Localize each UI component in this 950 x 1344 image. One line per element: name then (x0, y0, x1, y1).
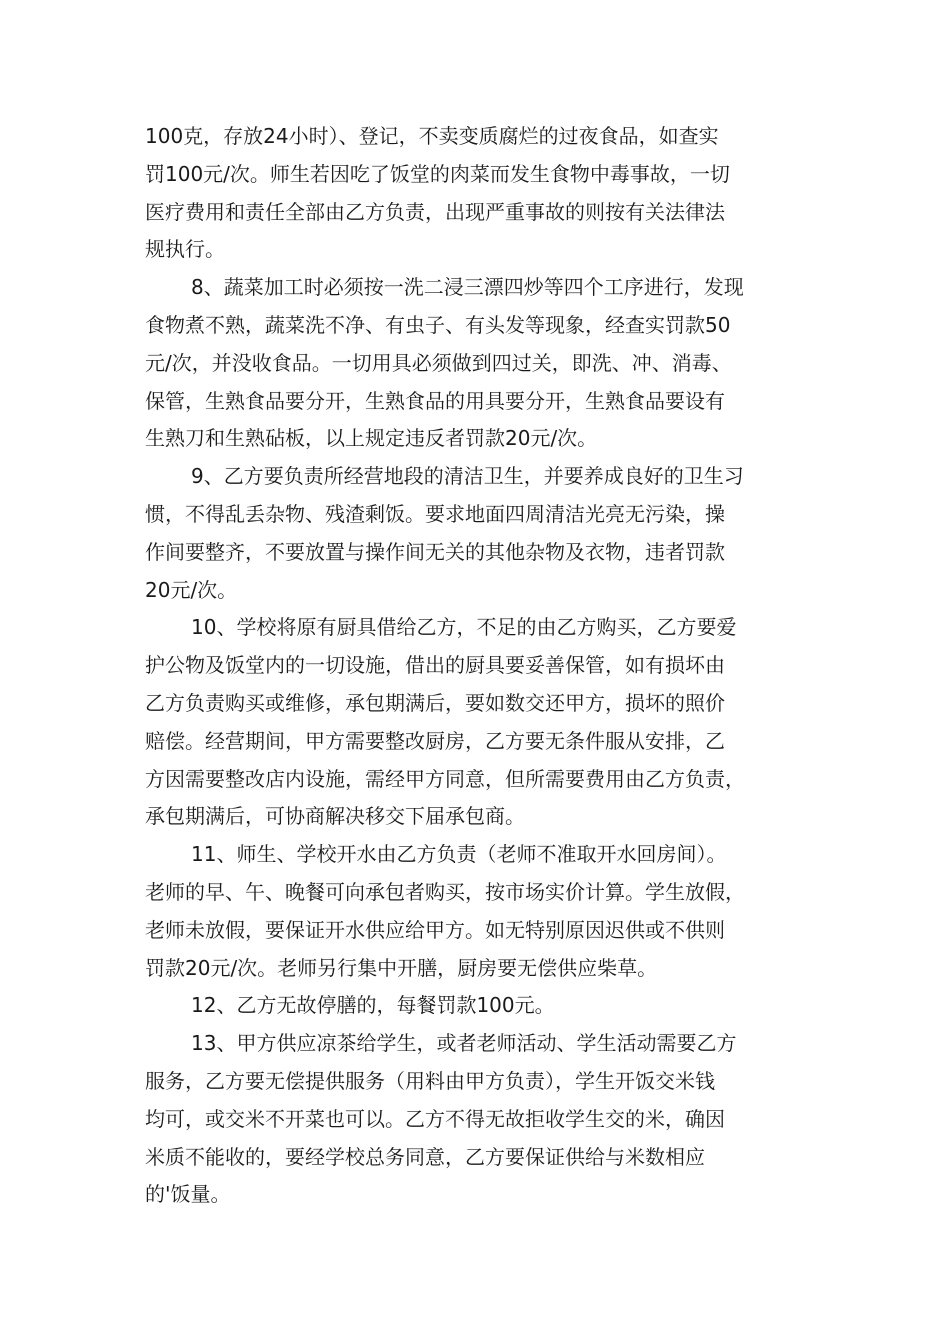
text-line: 罚款20元/次。老师另行集中开膳，厨房要无偿供应柴草。 (145, 955, 658, 980)
text-line: 10、学校将原有厨具借给乙方，不足的由乙方购买，乙方要爱 (191, 615, 737, 640)
text-line: 老师未放假，要保证开水供应给甲方。如无特别原因迟供或不供则 (145, 917, 725, 942)
text-line: 9、乙方要负责所经营地段的清洁卫生，并要养成良好的卫生习 (191, 464, 744, 489)
text-line: 医疗费用和责任全部由乙方负责，出现严重事故的则按有关法律法 (145, 199, 725, 224)
text-line: 罚100元/次。师生若因吃了饭堂的肉菜而发生食物中毒事故，一切 (145, 161, 730, 186)
text-line: 惯，不得乱丢杂物、残渣剩饭。要求地面四周清洁光亮无污染，操 (145, 501, 725, 526)
text-line: 13、甲方供应凉茶给学生，或者老师活动、学生活动需要乙方 (191, 1031, 737, 1056)
text-line: 承包期满后，可协商解决移交下届承包商。 (145, 804, 525, 829)
text-line: 米质不能收的，要经学校总务同意，乙方要保证供给与米数相应 (145, 1144, 705, 1169)
text-line: 服务，乙方要无偿提供服务（用料由甲方负责），学生开饭交米钱 (145, 1068, 715, 1093)
text-line: 作间要整齐，不要放置与操作间无关的其他杂物及衣物，违者罚款 (145, 539, 725, 564)
text-line: 保管，生熟食品要分开，生熟食品的用具要分开，生熟食品要设有 (145, 388, 725, 413)
text-line: 赔偿。经营期间，甲方需要整改厨房，乙方要无条件服从安排，乙 (145, 728, 725, 753)
text-line: 均可，或交米不开菜也可以。乙方不得无故拒收学生交的米，确因 (145, 1106, 725, 1131)
document-body (145, 118, 825, 1214)
text-line: 方因需要整改店内设施，需经甲方同意，但所需要费用由乙方负责， (145, 766, 745, 791)
text-line: 100克，存放24小时）、登记，不卖变质腐烂的过夜食品，如查实 (145, 124, 719, 148)
text-line: 11、师生、学校开水由乙方负责（老师不准取开水回房间）。 (191, 842, 727, 867)
text-line: 老师的早、午、晚餐可向承包者购买，按市场实价计算。学生放假， (145, 879, 745, 904)
text-line: 规执行。 (145, 237, 225, 262)
text-line: 生熟刀和生熟砧板，以上规定违反者罚款20元/次。 (145, 426, 598, 451)
text-line: 元/次，并没收食品。一切用具必须做到四过关，即洗、冲、消毒、 (145, 350, 732, 375)
text-line: 食物煮不熟，蔬菜洗不净、有虫子、有头发等现象，经查实罚款50 (145, 312, 731, 337)
text-line: 的'饭量。 (145, 1182, 231, 1207)
text-line: 护公物及饭堂内的一切设施，借出的厨具要妥善保管，如有损坏由 (145, 653, 725, 678)
text-line: 20元/次。 (145, 577, 238, 602)
text-line: 12、乙方无故停膳的，每餐罚款100元。 (191, 993, 555, 1018)
text-line: 8、蔬菜加工时必须按一洗二浸三漂四炒等四个工序进行，发现 (191, 275, 744, 300)
text-line: 乙方负责购买或维修，承包期满后，要如数交还甲方，损坏的照价 (145, 690, 725, 715)
